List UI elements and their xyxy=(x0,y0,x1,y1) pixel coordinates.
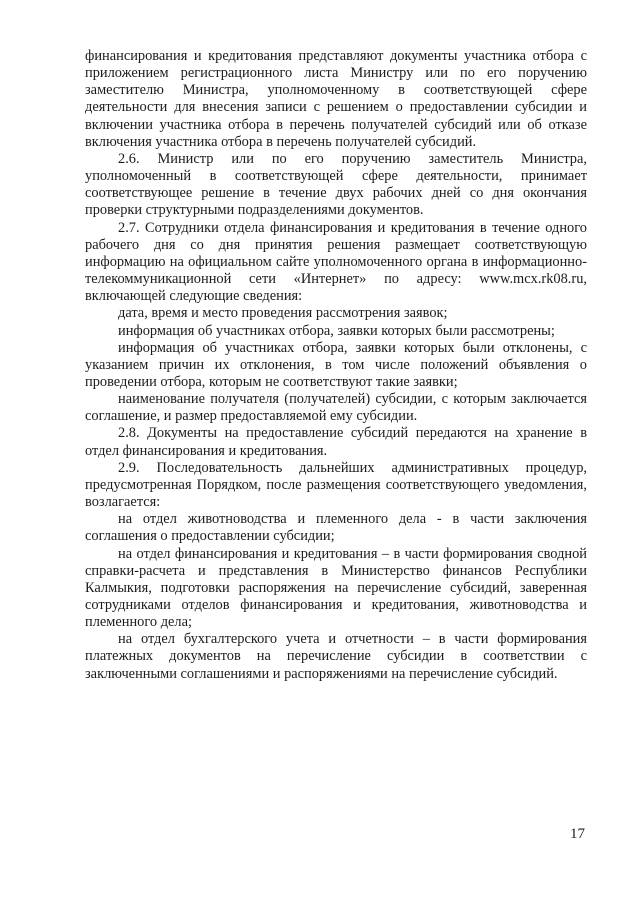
paragraph-2-9: 2.9. Последовательность дальнейших административных процедур, предусмотренная Порядком, после размещения соответствующего уведомления, возлагается: xyxy=(85,459,587,511)
list-item-accounting-department: на отдел бухгалтерского учета и отчетности – в части формирования платежных документов на перечисление субсидии в соответствии с заключенными соглашениями и распоряжениями на перечисление субсидий. xyxy=(85,631,587,682)
list-item-considered-participants: информация об участниках отбора, заявки которых были рассмотрены; xyxy=(118,322,555,339)
paragraph-2-6: 2.6. Министр или по его поручению заместитель Министра, уполномоченный в соответствующей сфере деятельности, принимает соответствующее решение в течение двух рабочих дней со дня окончания проверки структурными подразделениями документов. xyxy=(85,150,587,219)
list-item-date-time-place: дата, время и место проведения рассмотрения заявок; xyxy=(118,305,448,322)
list-item-livestock-department: на отдел животноводства и племенного дела - в части заключения соглашения о предоставлении субсидии; xyxy=(85,511,587,545)
list-item-recipient-name: наименование получателя (получателей) субсидии, с которым заключается соглашение, и размер предоставляемой ему субсидии. xyxy=(85,391,587,425)
list-item-finance-department: на отдел финансирования и кредитования – в части формирования сводной справки-расчета и представления в Министерство финансов Республики Калмыкия, подготовки распоряжения на перечисление субсидий, заверенная сотрудниками отделов финансирования и кредитования, животноводства и племенного дела; xyxy=(85,545,587,631)
paragraph-2-7: 2.7. Сотрудники отдела финансирования и кредитования в течение одного рабочего дня со дня принятия решения размещает соответствующую информацию на официальном сайте уполномоченного органа в информационно-телекоммуникационной сети «Интернет» по адресу: www.mcx.rk08.ru, включающей следующие сведения: xyxy=(85,219,587,305)
paragraph-2-8: 2.8. Документы на предоставление субсидий передаются на хранение в отдел финансирования и кредитования. xyxy=(85,425,587,459)
paragraph-continuation: финансирования и кредитования представляют документы участника отбора с приложением регистрационного листа Министру или по его поручению заместителю Министра, уполномоченному в соответствующей сфере деятельности для внесения записи с решением о предоставлении субсидии и включении участника отбора в перечень получателей субсидий или об отказе включения участника отбора в перечень получателей субсидий. xyxy=(85,48,587,150)
document-page xyxy=(85,48,587,683)
list-item-rejected-participants: информация об участниках отбора, заявки которых были отклонены, с указанием причин их отклонения, в том числе положений объявления о проведении отбора, которым не соответствуют такие заявки; xyxy=(85,339,587,390)
page-number: 17 xyxy=(570,826,585,842)
